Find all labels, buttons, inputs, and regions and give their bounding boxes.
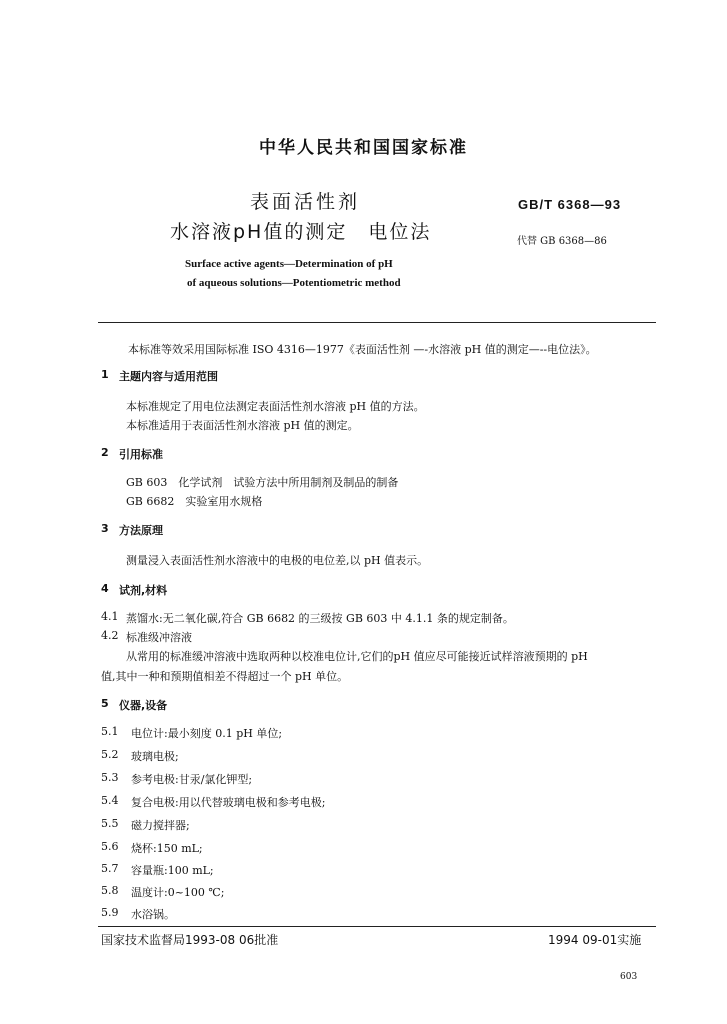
standard-title-line1: 表面活性剂 [250, 191, 361, 213]
item-text: 温度计:0~100 ℃; [131, 886, 225, 899]
page-number: 603 [620, 972, 638, 982]
section-2-number: 2 [101, 446, 109, 459]
section-3-number: 3 [101, 522, 109, 535]
intro-paragraph: 本标准等效采用国际标准 ISO 4316—1977《表面活性剂 —-水溶液 pH 值的测定—--电位法》。 [128, 343, 597, 356]
english-title-line1: Surface active agents—Determination of pH [185, 258, 393, 270]
english-title-line2: of aqueous solutions—Potentiometric method [187, 277, 401, 289]
section-4-heading: 试剂,材料 [119, 584, 168, 597]
section-3-heading: 方法原理 [119, 524, 163, 537]
standard-number: GB/T 6368—93 [518, 197, 622, 212]
item-text: 玻璃电极; [131, 750, 179, 763]
item-text: 水浴锅。 [131, 908, 175, 921]
item-4-1-text: 蒸馏水:无二氧化碳,符合 GB 6682 的三级按 GB 603 中 4.1.1 条的规定制备。 [126, 612, 514, 625]
section-4-paragraph-line1: 从常用的标准缓冲溶液中选取两种以校准电位计,它们的pH 值应尽可能接近试样溶液预期的 pH [126, 650, 588, 663]
section-4-number: 4 [101, 582, 109, 595]
section-5-number: 5 [101, 697, 109, 710]
section-5-heading: 仪器,设备 [119, 699, 168, 712]
national-standard-heading: 中华人民共和国国家标准 [259, 138, 468, 158]
item-4-2-number: 4.2 [101, 629, 119, 642]
item-number: 5.5 [101, 817, 119, 830]
standard-title-line2: 水溶液pH值的测定 电位法 [170, 221, 432, 243]
replaces-standard: 代替 GB 6368—86 [517, 236, 607, 247]
section-1-number: 1 [101, 368, 109, 381]
section-3-line: 测量浸入表面活性剂水溶液中的电极的电位差,以 pH 值表示。 [126, 554, 429, 567]
item-number: 5.6 [101, 840, 119, 853]
item-number: 5.2 [101, 748, 119, 761]
implementation-date: 1994 09-01实施 [548, 933, 642, 947]
section-2-heading: 引用标准 [119, 448, 163, 461]
item-text: 烧杯:150 mL; [131, 842, 203, 855]
section-2-line: GB 603 化学试剂 试验方法中所用制剂及制品的制备 [126, 476, 399, 489]
item-number: 5.9 [101, 906, 119, 919]
section-1-heading: 主题内容与适用范围 [119, 370, 218, 383]
item-number: 5.4 [101, 794, 119, 807]
item-text: 参考电极:甘汞/氯化钾型; [131, 773, 253, 786]
item-4-1-number: 4.1 [101, 610, 119, 623]
item-number: 5.1 [101, 725, 119, 738]
section-4-paragraph-line2: 值,其中一种和预期值相差不得超过一个 pH 单位。 [101, 670, 349, 683]
item-text: 电位计:最小刻度 0.1 pH 单位; [131, 727, 283, 740]
section-1-line: 本标准适用于表面活性剂水溶液 pH 值的测定。 [126, 419, 359, 432]
item-text: 复合电极:用以代替玻璃电极和参考电极; [131, 796, 326, 809]
item-number: 5.3 [101, 771, 119, 784]
item-text: 容量瓶:100 mL; [131, 864, 214, 877]
item-number: 5.7 [101, 862, 119, 875]
section-2-line: GB 6682 实验室用水规格 [126, 495, 263, 508]
header-divider [98, 322, 656, 323]
item-text: 磁力搅拌器; [131, 819, 190, 832]
section-1-line: 本标准规定了用电位法测定表面活性剂水溶液 pH 值的方法。 [126, 400, 425, 413]
item-4-2-text: 标准级冲溶液 [126, 631, 192, 644]
footer-divider [98, 926, 656, 927]
item-number: 5.8 [101, 884, 119, 897]
approval-date: 国家技术监督局1993-08 06批准 [101, 933, 279, 947]
